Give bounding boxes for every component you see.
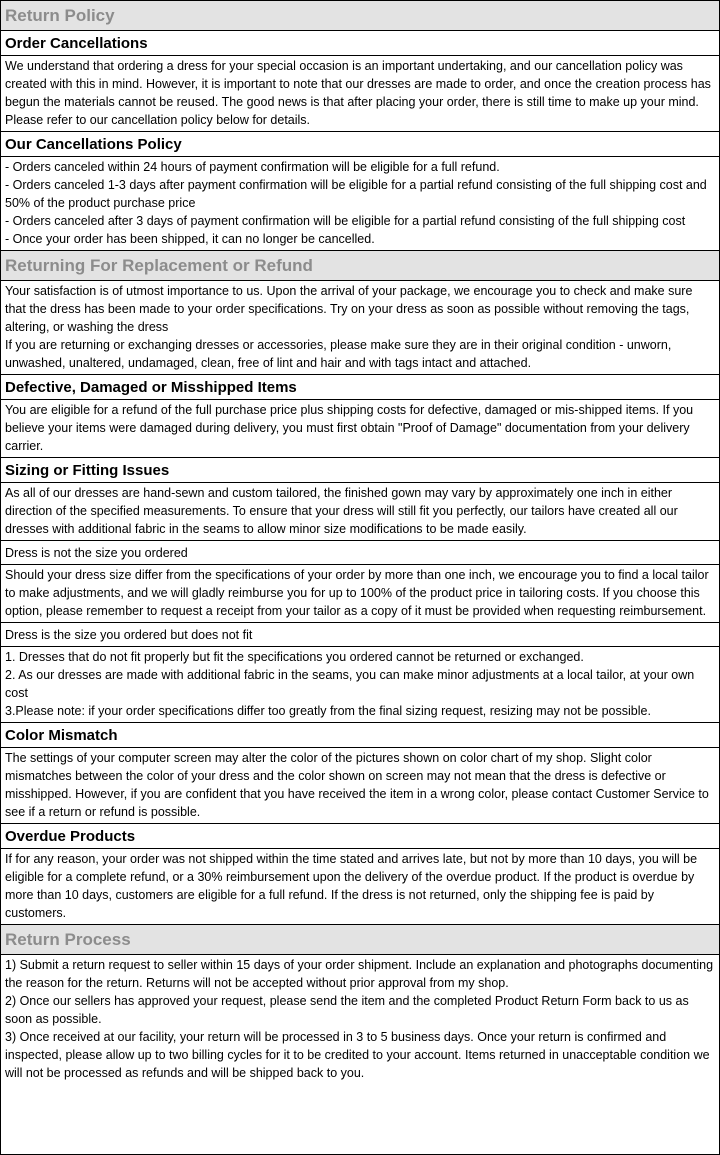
section-title-return-process: Return Process (1, 925, 719, 955)
heading-order-cancellations: Order Cancellations (1, 31, 719, 56)
paragraph: If you are returning or exchanging dresses or accessories, please make sure they are in their original condition - unworn, unwashed, unaltered, undamaged, clean, free of lint and hair and with tags intact and attached. (5, 338, 672, 370)
list-item: - Orders canceled 1-3 days after payment confirmation will be eligible for a partial refund consisting of the full shipping cost and 50% of the product purchase price (5, 178, 707, 210)
returning-text (1, 281, 719, 375)
paragraph: Your satisfaction is of utmost importance to us. Upon the arrival of your package, we encourage you to check and make sure that the dress has been made to your order specifications. Try on your dress as soon as possible without removing the tags, altering, or washing the dress (5, 284, 693, 334)
not-size-ordered-text: Should your dress size differ from the specifications of your order by more than one inch, we encourage you to find a local tailor to make adjustments, and we will gladly reimburse you for up to 100% of the product price in tailoring costs. If you choose this option, please remember to request a receipt from your tailor as a copy of it must be provided when requesting reimbursement. (1, 565, 719, 623)
heading-cancellations-policy: Our Cancellations Policy (1, 132, 719, 157)
color-mismatch-text: The settings of your computer screen may alter the color of the pictures shown on color chart of my shop. Slight color mismatches between the color of your dress and the color shown on screen may not mean that the dress is defective or misshipped. However, if you are confident that you have received the item in a wrong color, please contact Customer Service to see if a return or refund is possible. (1, 748, 719, 824)
sizing-issues-text: As all of our dresses are hand-sewn and custom tailored, the finished gown may vary by approximately one inch in either direction of the specified measurements. To ensure that your dress will still fit you perfectly, our tailors have created all our dresses with additional fabric in the seams to allow minor size modifications to be made easily. (1, 483, 719, 541)
list-item: 1. Dresses that do not fit properly but fit the specifications you ordered cannot be returned or exchanged. (5, 650, 584, 664)
section-title-returning: Returning For Replacement or Refund (1, 251, 719, 281)
subheading-size-not-fit: Dress is the size you ordered but does not fit (1, 623, 719, 647)
list-item: 3.Please note: if your order specifications differ too greatly from the final sizing request, resizing may not be possible. (5, 704, 651, 718)
return-process-list (1, 955, 719, 1084)
cancellations-policy-list (1, 157, 719, 251)
list-item: 2) Once our sellers has approved your request, please send the item and the completed Product Return Form back to us as soon as possible. (5, 994, 689, 1026)
section-title-return-policy: Return Policy (1, 1, 719, 31)
list-item: 3) Once received at our facility, your return will be processed in 3 to 5 business days. Once your return is confirmed and inspected, please allow up to two billing cycles for it to be credited to your account. Items returned in unacceptable condition we will not be processed as refunds and will be shipped back to you. (5, 1030, 710, 1080)
list-item: - Orders canceled within 24 hours of payment confirmation will be eligible for a full refund. (5, 160, 500, 174)
overdue-products-text: If for any reason, your order was not shipped within the time stated and arrives late, but not by more than 10 days, you will be eligible for a complete refund, or a 30% reimbursement upon the delivery of the overdue product. If the product is overdue by more than 10 days, customers are eligible for a full refund. If the dress is not returned, only the shipping fee is paid by customers. (1, 849, 719, 925)
heading-color-mismatch: Color Mismatch (1, 723, 719, 748)
size-not-fit-list (1, 647, 719, 723)
defective-items-text: You are eligible for a refund of the full purchase price plus shipping costs for defective, damaged or mis-shipped items. If you believe your items were damaged during delivery, you must first obtain "Proof of Damage" documentation from your delivery carrier. (1, 400, 719, 458)
order-cancellations-text: We understand that ordering a dress for your special occasion is an important undertaking, and our cancellation policy was created with this in mind. However, it is important to note that our dresses are made to order, and once the creation process has begun the materials cannot be reused. The good news is that after placing your order, there is still time to make up your mind. Please refer to our cancellation policy below for details. (1, 56, 719, 132)
heading-overdue-products: Overdue Products (1, 824, 719, 849)
heading-sizing-issues: Sizing or Fitting Issues (1, 458, 719, 483)
list-item: 2. As our dresses are made with additional fabric in the seams, you can make minor adjustments at a local tailor, at your own cost (5, 668, 695, 700)
heading-defective-items: Defective, Damaged or Misshipped Items (1, 375, 719, 400)
list-item: - Orders canceled after 3 days of payment confirmation will be eligible for a partial refund consisting of the full shipping cost (5, 214, 686, 228)
list-item: 1) Submit a return request to seller within 15 days of your order shipment. Include an explanation and photographs documenting the reason for the return. Returns will not be accepted without prior approval from my shop. (5, 958, 714, 990)
list-item: - Once your order has been shipped, it can no longer be cancelled. (5, 232, 375, 246)
subheading-not-size-ordered: Dress is not the size you ordered (1, 541, 719, 565)
